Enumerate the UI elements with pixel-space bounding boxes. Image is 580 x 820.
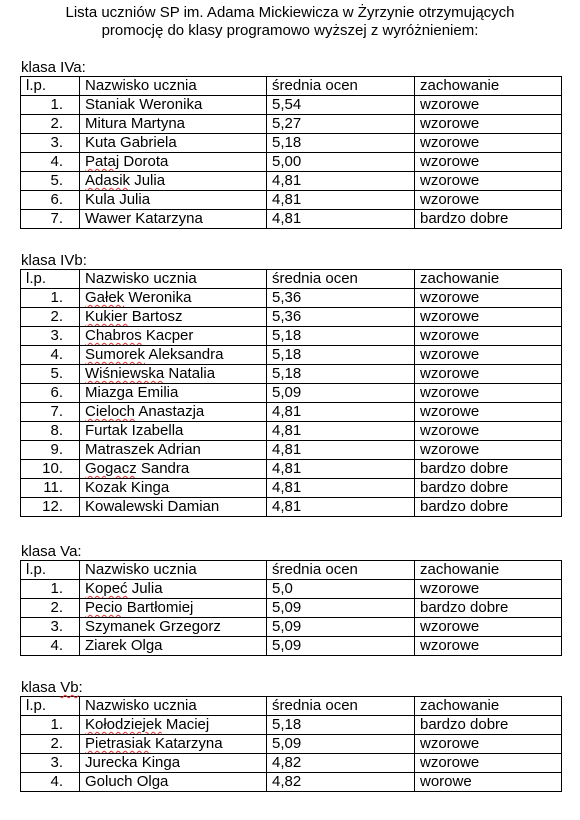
- student-name: Gałek Weronika: [80, 289, 267, 308]
- behavior-grade: wzorowe: [415, 422, 562, 441]
- table-row: [21, 637, 562, 656]
- table-header-row: [21, 77, 562, 96]
- student-name: Szymanek Grzegorz: [80, 618, 267, 637]
- row-number: 1.: [21, 289, 80, 308]
- behavior-grade: wzorowe: [415, 153, 562, 172]
- student-name: Wiśniewska Natalia: [80, 365, 267, 384]
- grade-average: 5,09: [267, 637, 415, 656]
- table-row: [21, 115, 562, 134]
- behavior-grade: worowe: [415, 773, 562, 792]
- grade-average: 4,81: [267, 172, 415, 191]
- table-row: [21, 479, 562, 498]
- grade-average: 4,81: [267, 422, 415, 441]
- students-table: [20, 76, 562, 229]
- student-name: Kuta Gabriela: [80, 134, 267, 153]
- header-name: Nazwisko ucznia: [80, 77, 267, 96]
- behavior-grade: wzorowe: [415, 191, 562, 210]
- student-name: Kopeć Julia: [80, 580, 267, 599]
- row-number: 6.: [21, 191, 80, 210]
- student-name: Ziarek Olga: [80, 637, 267, 656]
- header-name: Nazwisko ucznia: [80, 697, 267, 716]
- row-number: 1.: [21, 716, 80, 735]
- student-name: Miazga Emilia: [80, 384, 267, 403]
- table-row: [21, 441, 562, 460]
- behavior-grade: wzorowe: [415, 172, 562, 191]
- behavior-grade: wzorowe: [415, 403, 562, 422]
- title-line-2: promocję do klasy programowo wyższej z wyróżnieniem:: [101, 22, 479, 39]
- class-label: klasa Vb:: [21, 679, 83, 696]
- grade-average: 5,18: [267, 365, 415, 384]
- class-section: [20, 59, 561, 229]
- row-number: 2.: [21, 115, 80, 134]
- student-name: Furtak Izabella: [80, 422, 267, 441]
- student-name: Wawer Katarzyna: [80, 210, 267, 229]
- behavior-grade: bardzo dobre: [415, 210, 562, 229]
- behavior-grade: bardzo dobre: [415, 479, 562, 498]
- table-header-row: [21, 270, 562, 289]
- row-number: 3.: [21, 618, 80, 637]
- behavior-grade: bardzo dobre: [415, 460, 562, 479]
- table-row: [21, 172, 562, 191]
- student-name: Matraszek Adrian: [80, 441, 267, 460]
- row-number: 1.: [21, 580, 80, 599]
- row-number: 7.: [21, 403, 80, 422]
- grade-average: 5,09: [267, 735, 415, 754]
- student-name: Kula Julia: [80, 191, 267, 210]
- grade-average: 4,82: [267, 773, 415, 792]
- grade-average: 5,00: [267, 153, 415, 172]
- students-table: [20, 560, 562, 656]
- grade-average: 5,0: [267, 580, 415, 599]
- table-row: [21, 346, 562, 365]
- students-table: [20, 269, 562, 517]
- student-name: Pietrasiak Katarzyna: [80, 735, 267, 754]
- table-row: [21, 327, 562, 346]
- behavior-grade: bardzo dobre: [415, 599, 562, 618]
- header-lp: l.p.: [21, 270, 80, 289]
- header-lp: l.p.: [21, 77, 80, 96]
- row-number: 11.: [21, 479, 80, 498]
- row-number: 1.: [21, 96, 80, 115]
- student-name: Kowalewski Damian: [80, 498, 267, 517]
- table-row: [21, 618, 562, 637]
- grade-average: 5,09: [267, 599, 415, 618]
- student-name: Goluch Olga: [80, 773, 267, 792]
- behavior-grade: wzorowe: [415, 327, 562, 346]
- behavior-grade: wzorowe: [415, 637, 562, 656]
- header-average: średnia ocen: [267, 697, 415, 716]
- behavior-grade: bardzo dobre: [415, 498, 562, 517]
- row-number: 12.: [21, 498, 80, 517]
- page-title: [0, 4, 580, 40]
- row-number: 8.: [21, 422, 80, 441]
- behavior-grade: wzorowe: [415, 618, 562, 637]
- table-row: [21, 210, 562, 229]
- student-name: Pataj Dorota: [80, 153, 267, 172]
- behavior-grade: wzorowe: [415, 346, 562, 365]
- behavior-grade: wzorowe: [415, 96, 562, 115]
- class-section: [20, 679, 561, 792]
- behavior-grade: wzorowe: [415, 754, 562, 773]
- title-line-1: Lista uczniów SP im. Adama Mickiewicza w Żyrzynie otrzymujących: [65, 4, 515, 21]
- grade-average: 5,18: [267, 346, 415, 365]
- table-row: [21, 735, 562, 754]
- grade-average: 5,18: [267, 327, 415, 346]
- table-row: [21, 754, 562, 773]
- table-header-row: [21, 697, 562, 716]
- grade-average: 4,81: [267, 460, 415, 479]
- row-number: 10.: [21, 460, 80, 479]
- behavior-grade: wzorowe: [415, 735, 562, 754]
- student-name: Pecio Bartłomiej: [80, 599, 267, 618]
- behavior-grade: bardzo dobre: [415, 716, 562, 735]
- class-label: klasa Va:: [21, 543, 82, 560]
- table-row: [21, 716, 562, 735]
- grade-average: 4,81: [267, 479, 415, 498]
- grade-average: 4,82: [267, 754, 415, 773]
- student-name: Sumorek Aleksandra: [80, 346, 267, 365]
- grade-average: 5,18: [267, 134, 415, 153]
- grade-average: 5,36: [267, 289, 415, 308]
- grade-average: 4,81: [267, 441, 415, 460]
- behavior-grade: wzorowe: [415, 134, 562, 153]
- behavior-grade: wzorowe: [415, 115, 562, 134]
- row-number: 4.: [21, 773, 80, 792]
- class-label: klasa IVb:: [21, 252, 87, 269]
- student-name: Jurecka Kinga: [80, 754, 267, 773]
- row-number: 5.: [21, 172, 80, 191]
- header-lp: l.p.: [21, 561, 80, 580]
- row-number: 2.: [21, 735, 80, 754]
- student-name: Staniak Weronika: [80, 96, 267, 115]
- grade-average: 5,54: [267, 96, 415, 115]
- student-name: Gogacz Sandra: [80, 460, 267, 479]
- student-name: Cieloch Anastazja: [80, 403, 267, 422]
- class-section: [20, 543, 561, 656]
- behavior-grade: wzorowe: [415, 289, 562, 308]
- grade-average: 5,18: [267, 716, 415, 735]
- grade-average: 4,81: [267, 498, 415, 517]
- behavior-grade: wzorowe: [415, 308, 562, 327]
- header-name: Nazwisko ucznia: [80, 270, 267, 289]
- table-row: [21, 308, 562, 327]
- grade-average: 5,09: [267, 618, 415, 637]
- row-number: 4.: [21, 637, 80, 656]
- behavior-grade: wzorowe: [415, 441, 562, 460]
- table-row: [21, 599, 562, 618]
- table-row: [21, 773, 562, 792]
- header-average: średnia ocen: [267, 561, 415, 580]
- student-name: Kukier Bartosz: [80, 308, 267, 327]
- student-name: Chabros Kacper: [80, 327, 267, 346]
- student-name: Adasik Julia: [80, 172, 267, 191]
- student-name: Mitura Martyna: [80, 115, 267, 134]
- row-number: 3.: [21, 327, 80, 346]
- behavior-grade: wzorowe: [415, 384, 562, 403]
- row-number: 5.: [21, 365, 80, 384]
- grade-average: 5,27: [267, 115, 415, 134]
- row-number: 3.: [21, 754, 80, 773]
- students-table: [20, 696, 562, 792]
- row-number: 3.: [21, 134, 80, 153]
- table-row: [21, 498, 562, 517]
- table-row: [21, 153, 562, 172]
- behavior-grade: wzorowe: [415, 365, 562, 384]
- row-number: 9.: [21, 441, 80, 460]
- student-name: Kozak Kinga: [80, 479, 267, 498]
- student-name: Kołodziejek Maciej: [80, 716, 267, 735]
- header-average: średnia ocen: [267, 270, 415, 289]
- table-row: [21, 289, 562, 308]
- row-number: 4.: [21, 153, 80, 172]
- table-row: [21, 365, 562, 384]
- row-number: 7.: [21, 210, 80, 229]
- table-row: [21, 403, 562, 422]
- grade-average: 5,36: [267, 308, 415, 327]
- header-behavior: zachowanie: [415, 697, 562, 716]
- table-header-row: [21, 561, 562, 580]
- table-row: [21, 191, 562, 210]
- header-behavior: zachowanie: [415, 77, 562, 96]
- grade-average: 5,09: [267, 384, 415, 403]
- grade-average: 4,81: [267, 191, 415, 210]
- row-number: 2.: [21, 599, 80, 618]
- header-name: Nazwisko ucznia: [80, 561, 267, 580]
- row-number: 4.: [21, 346, 80, 365]
- table-row: [21, 460, 562, 479]
- class-section: [20, 252, 561, 517]
- header-average: średnia ocen: [267, 77, 415, 96]
- row-number: 2.: [21, 308, 80, 327]
- behavior-grade: wzorowe: [415, 580, 562, 599]
- header-behavior: zachowanie: [415, 270, 562, 289]
- header-lp: l.p.: [21, 697, 80, 716]
- table-row: [21, 422, 562, 441]
- grade-average: 4,81: [267, 210, 415, 229]
- grade-average: 4,81: [267, 403, 415, 422]
- header-behavior: zachowanie: [415, 561, 562, 580]
- table-row: [21, 96, 562, 115]
- class-label: klasa IVa:: [21, 59, 86, 76]
- table-row: [21, 580, 562, 599]
- table-row: [21, 384, 562, 403]
- table-row: [21, 134, 562, 153]
- row-number: 6.: [21, 384, 80, 403]
